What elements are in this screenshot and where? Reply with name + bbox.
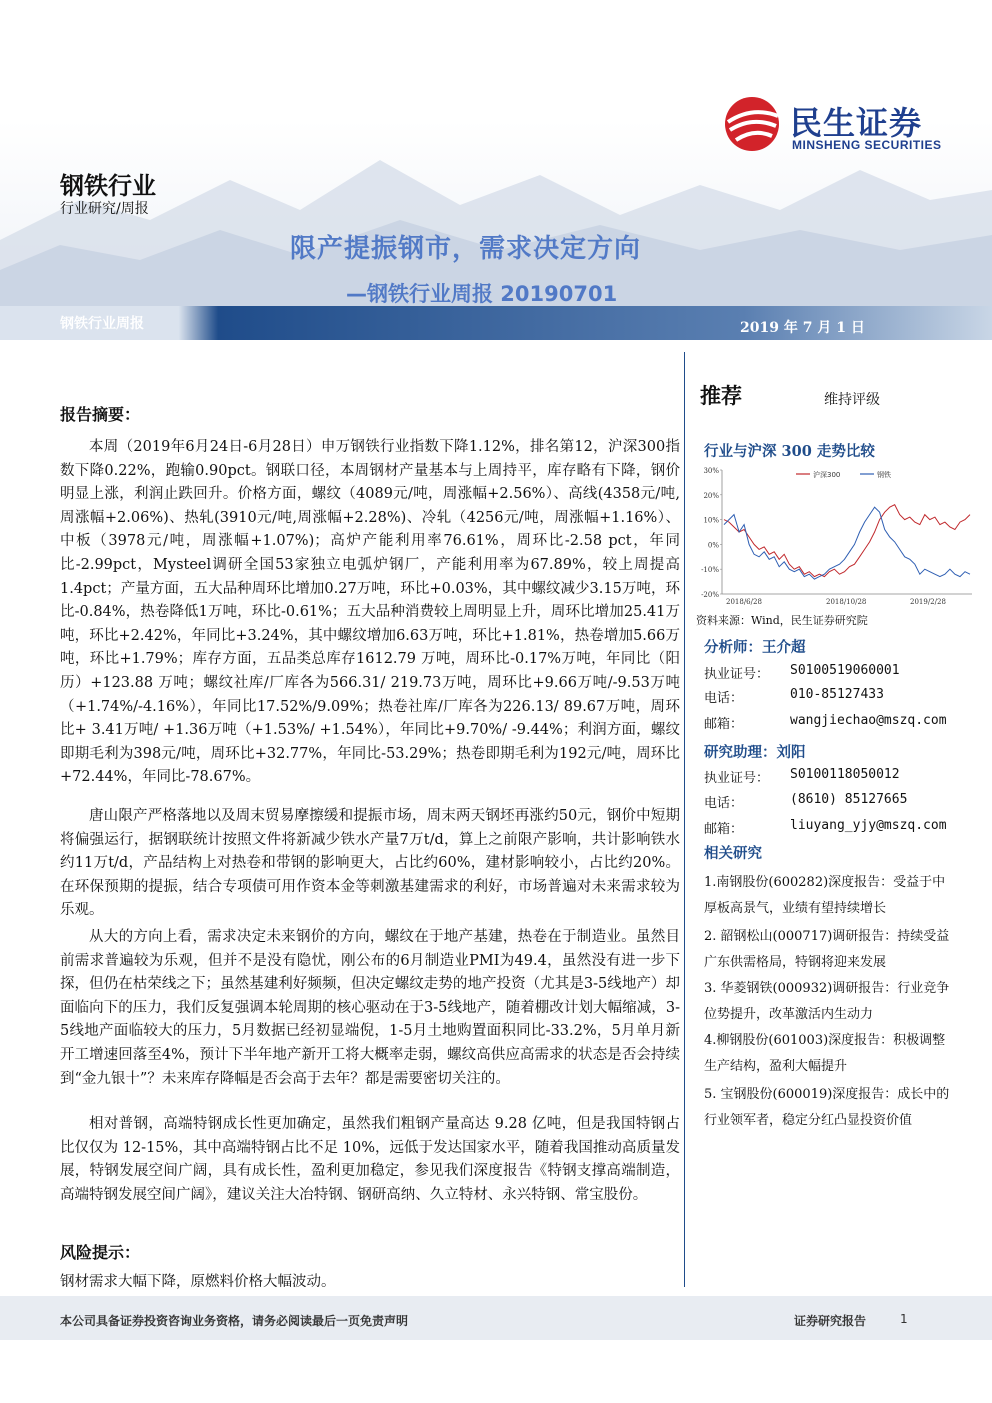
related-heading: 相关研究 bbox=[704, 845, 762, 862]
analyst-cert-label: 执业证号： bbox=[704, 667, 770, 682]
summary-paragraph-4: 相对普钢，高端特钢成长性更加确定，虽然我们粗钢产量高达 9.28 亿吨，但是我国特钢占比仅仅为 12-15%，其中高端特钢占比不足 10%，远低于发达国家水平，随着我国推动高质量发展，特钢发展空间广阔，具有成长性，盈利更加稳定，参见我们深度报告《特钢支撑高端制造，高端特钢发展空间广阔》，建议关注大冶特钢、钢研高纳、久立特材、永兴特钢、常宝股份。 bbox=[60, 1116, 680, 1203]
legend-label: 沪深300 bbox=[813, 471, 841, 479]
report-subtitle: —钢铁行业周报 20190701 bbox=[346, 282, 618, 306]
analyst-tel-label: 电话： bbox=[704, 691, 744, 706]
assistant-cert-label: 执业证号： bbox=[704, 771, 770, 786]
related-item-2[interactable]: 2. 韶钢松山(000717)调研报告：持续受益广东供需格局，特钢将迎来发展 bbox=[704, 929, 950, 970]
legend-label: 钢铁 bbox=[877, 471, 891, 479]
assistant-email-label: 邮箱： bbox=[704, 822, 744, 837]
related-item-5[interactable]: 5. 宝钢股份(600019)深度报告：成长中的行业领军者，稳定分红凸显投资价值 bbox=[704, 1087, 950, 1128]
risk-heading: 风险提示： bbox=[60, 1243, 141, 1262]
assistant-tel-label: 电话： bbox=[704, 796, 744, 811]
risk-text: 钢材需求大幅下降，原燃料价格大幅波动。 bbox=[60, 1274, 336, 1290]
analyst-cert: S0100519060001 bbox=[790, 663, 900, 678]
footer-label: 证券研究报告 bbox=[794, 1314, 867, 1328]
footer-disclaimer: 本公司具备证券投资咨询业务资格，请务必阅读最后一页免责声明 bbox=[60, 1314, 409, 1328]
assistant-heading: 研究助理：刘阳 bbox=[704, 744, 806, 761]
report-type: 行业研究/周报 bbox=[60, 201, 149, 217]
y-tick-label: -10% bbox=[701, 566, 719, 575]
report-date: 2019 年 7 月 1 日 bbox=[740, 320, 865, 336]
assistant-tel: (8610) 85127665 bbox=[790, 792, 908, 807]
assistant-cert: S0100118050012 bbox=[790, 767, 900, 782]
related-item-1[interactable]: 1.南钢股份(600282)深度报告：受益于中厚板高景气，业绩有望持续增长 bbox=[704, 875, 946, 916]
column-divider bbox=[684, 352, 685, 1287]
y-tick-label: 10% bbox=[703, 516, 719, 525]
analyst-email-label: 邮箱： bbox=[704, 717, 744, 732]
summary-paragraph-2: 唐山限产严格落地以及周末贸易摩擦缓和提振市场，周末两天钢坯再涨约50元，钢价中短期将偏强运行，据钢联统计按照文件将新减少铁水产量7万t/d，算上之前限产影响，共计影响铁水约11万t/d，产品结构上对热卷和带钢的影响更大，占比约60%，建材影响较小，占比约20%。在环保预期的提振，结合专项债可用作资本金等刺激基建需求的利好，市场普遍对未来需求较为乐观。 bbox=[60, 808, 680, 919]
y-tick-label: 0% bbox=[707, 541, 719, 550]
summary-heading: 报告摘要： bbox=[60, 405, 141, 424]
summary-paragraph-3: 从大的方向上看，需求决定未来钢价的方向，螺纹在于地产基建，热卷在于制造业。虽然目前需求普遍较为乐观，但并不是没有隐忧，刚公布的6月制造业PMI为49.4，虽然没有进一步下探，但仍在枯荣线之下；虽然基建利好频频，但决定螺纹走势的地产投资（尤其是3-5线地产）却面临向下的压力，我们反复强调本轮周期的核心驱动在于3-5线地产，随着棚改计划大幅缩减，3-5线地产面临较大的压力，5月数据已经初显端倪，1-5月土地购置面积同比-33.2%，5月单月新开工增速回落至4%，预计下半年地产新开工将大概率走弱，螺纹高供应高需求的状态是否会持续到“金九银十”？未来库存降幅是否会高于去年？都是需要密切关注的。 bbox=[60, 929, 680, 1087]
logo-text-cn: 民生证券 bbox=[790, 104, 923, 142]
y-tick-label: 20% bbox=[703, 491, 719, 500]
chart-heading: 行业与沪深 300 走势比较 bbox=[704, 443, 875, 460]
y-tick-label: 30% bbox=[703, 467, 719, 475]
band-label: 钢铁行业周报 bbox=[60, 316, 144, 332]
assistant-email[interactable]: liuyang_yjy@mszq.com bbox=[790, 818, 947, 833]
related-item-3[interactable]: 3. 华菱钢铁(000932)调研报告：行业竞争位势提升，改革激活内生动力 bbox=[704, 981, 950, 1022]
related-item-4[interactable]: 4.柳钢股份(601003)深度报告：积极调整生产结构，盈利大幅提升 bbox=[704, 1033, 946, 1074]
rating-label: 维持评级 bbox=[824, 392, 880, 408]
series-line-hs300 bbox=[724, 505, 970, 577]
minsheng-logo-icon bbox=[722, 96, 782, 152]
y-tick-label: -20% bbox=[701, 591, 719, 599]
chart-source: 资料来源：Wind，民生证券研究院 bbox=[696, 614, 868, 627]
summary-paragraph-1: 本周（2019年6月24日-6月28日）申万钢铁行业指数下降1.12%，排名第12，沪深300指数下降0.22%，跑输0.90pct。钢联口径，本周钢材产量基本与上周持平，库存略有下降，钢价明显上涨，利润止跌回升。价格方面，螺纹（4089元/吨，周涨幅+2.56%）、高线(4358元/吨,周涨幅+2.06%)、热轧(3910元/吨,周涨幅+2.28%)、冷轧（4256元/吨，周涨幅+1.16%）、中板（3978元/吨，周涨幅+1.07%)；高炉产能利用率76.61%，周环比-2.58 pct，年同比-2.99pct，Mysteel调研全国53家独立电弧炉钢厂，产能利用率为67.89%，较上周提高1.4pct；产量方面，五大品种周环比增加0.27万吨，环比+0.03%，其中螺纹减少3.15万吨，环比-0.84%，热卷降低1万吨，环比-0.61%；五大品种消费较上周明显上升，周环比增加25.41万吨，环比+2.42%，年同比+3.24%，其中螺纹增加6.63万吨，环比+1.81%，热卷增加5.66万吨，环比+1.79%；库存方面，五品类总库存1612.79 万吨，周环比-0.17%万吨，年同比（阳历）+123.88 万吨；螺纹社库/厂库各为566.31/ 219.73万吨，周环比+9.66万吨/-9.53万吨（+1.74%/-4.16%），年同比17.52%/9.09%；热卷社库/厂库各为226.13/ 89.67万吨，周环比+ 3.41万吨/ +1.36万吨（+1.53%/ +1.54%），年同比+9.70%/ -9.44%；利润方面，螺纹即期毛利为398元/吨，周环比+32.77%，年同比-53.29%；热卷即期毛利为192元/吨，周环比+72.44%，年同比-78.67%。 bbox=[60, 439, 680, 786]
analyst-heading: 分析师：王介超 bbox=[704, 639, 806, 656]
x-tick-label: 2018/10/28 bbox=[826, 598, 867, 606]
report-title: 限产提振钢市，需求决定方向 bbox=[290, 234, 642, 264]
recommend-label: 推荐 bbox=[700, 383, 742, 408]
trend-chart bbox=[696, 462, 978, 612]
x-tick-label: 2018/6/28 bbox=[726, 598, 762, 606]
page-number: 1 bbox=[900, 1312, 908, 1326]
logo-text-en: MINSHENG SECURITIES bbox=[792, 138, 942, 152]
industry-label: 钢铁行业 bbox=[60, 172, 156, 200]
analyst-email[interactable]: wangjiechao@mszq.com bbox=[790, 713, 947, 728]
analyst-tel: 010-85127433 bbox=[790, 687, 884, 702]
x-tick-label: 2019/2/28 bbox=[910, 598, 946, 606]
